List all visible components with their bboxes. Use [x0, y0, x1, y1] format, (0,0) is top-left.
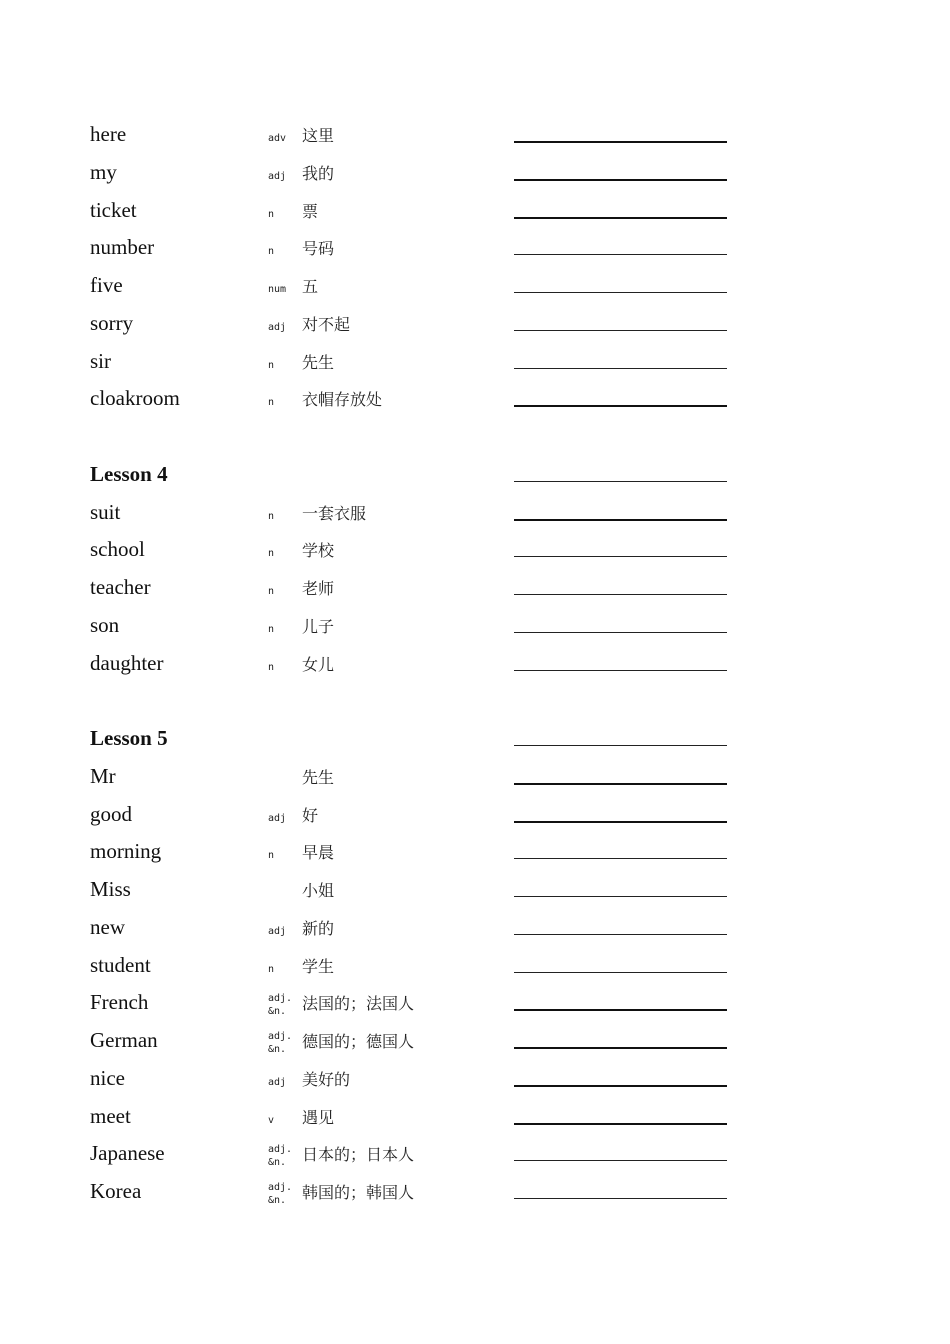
answer-blank-line[interactable]	[514, 896, 727, 897]
vocab-row	[0, 1104, 950, 1142]
chinese-meaning: 学生	[302, 956, 335, 976]
vocab-word: cloakroom	[90, 386, 180, 411]
vocab-row	[0, 915, 950, 953]
answer-blank-line[interactable]	[514, 141, 727, 143]
vocab-row	[0, 651, 950, 689]
vocab-row	[0, 122, 950, 160]
answer-blank-line[interactable]	[514, 821, 727, 823]
answer-blank-line[interactable]	[514, 368, 727, 369]
chinese-meaning: 法国的；法国人	[302, 994, 415, 1014]
chinese-meaning: 德国的；德国人	[302, 1032, 415, 1051]
chinese-meaning: 新的	[302, 918, 335, 938]
vocab-row	[0, 613, 950, 651]
vocab-row	[0, 537, 950, 575]
vocab-word: good	[90, 801, 132, 826]
vocab-row	[0, 1066, 950, 1104]
vocab-row	[0, 1179, 950, 1217]
answer-blank-line[interactable]	[514, 632, 727, 633]
part-of-speech: n	[268, 623, 275, 635]
vocab-row	[0, 160, 950, 198]
answer-blank-line[interactable]	[514, 519, 727, 521]
chinese-meaning: 一套衣服	[302, 503, 367, 523]
answer-blank-line[interactable]	[514, 1085, 727, 1087]
chinese-meaning: 学校	[302, 541, 335, 561]
vocab-word: daughter	[90, 650, 164, 675]
chinese-meaning: 票	[302, 201, 319, 221]
chinese-meaning: 衣帽存放处	[302, 390, 383, 410]
vocab-word: nice	[90, 1065, 125, 1090]
vocab-word: five	[90, 273, 123, 297]
vocab-word: sorry	[90, 310, 134, 335]
lesson-heading: Lesson 5	[90, 726, 168, 750]
vocab-row	[0, 235, 950, 273]
answer-blank-line	[514, 481, 727, 482]
part-of-speech: adj. &n.	[268, 1031, 293, 1055]
vocab-word: Japanese	[90, 1141, 165, 1166]
chinese-meaning: 美好的	[302, 1069, 351, 1089]
answer-blank-line[interactable]	[514, 594, 727, 595]
chinese-meaning: 儿子	[302, 616, 335, 636]
vocab-word: son	[90, 612, 120, 637]
answer-blank-line[interactable]	[514, 254, 727, 255]
part-of-speech: adj	[268, 321, 287, 333]
chinese-meaning: 对不起	[302, 314, 351, 334]
vocab-word: Korea	[90, 1179, 142, 1203]
chinese-meaning: 老师	[302, 579, 335, 598]
chinese-meaning: 先生	[302, 767, 335, 787]
chinese-meaning: 这里	[302, 126, 335, 145]
part-of-speech: n	[268, 548, 275, 560]
vocab-word: meet	[90, 1103, 131, 1128]
chinese-meaning: 我的	[302, 163, 335, 183]
part-of-speech: adj. &n.	[268, 993, 293, 1018]
answer-blank-line[interactable]	[514, 405, 727, 407]
part-of-speech: n	[268, 246, 275, 258]
chinese-meaning: 好	[302, 805, 319, 825]
part-of-speech: n	[268, 661, 275, 673]
part-of-speech: n	[268, 850, 275, 862]
answer-blank-line[interactable]	[514, 330, 727, 331]
vocab-word: French	[90, 990, 149, 1015]
vocab-row	[0, 802, 950, 840]
lesson-heading-row	[0, 726, 950, 764]
vocab-word: school	[90, 537, 145, 562]
answer-blank-line[interactable]	[514, 934, 727, 935]
part-of-speech: n	[268, 963, 275, 975]
part-of-speech: adv	[268, 133, 287, 144]
part-of-speech: adj. &n.	[268, 1182, 293, 1206]
vocab-row	[0, 1028, 950, 1066]
vocab-word: Miss	[90, 877, 131, 901]
lesson-heading: Lesson 4	[90, 461, 168, 486]
answer-blank-line[interactable]	[514, 556, 727, 557]
vocab-word: here	[90, 122, 127, 146]
answer-blank-line[interactable]	[514, 670, 727, 671]
answer-blank-line[interactable]	[514, 783, 727, 785]
answer-blank-line[interactable]	[514, 217, 727, 219]
vocab-row	[0, 500, 950, 538]
vocab-row	[0, 839, 950, 877]
vocab-row	[0, 575, 950, 613]
chinese-meaning: 韩国的；韩国人	[302, 1183, 415, 1202]
vocab-row	[0, 990, 950, 1028]
chinese-meaning: 小姐	[302, 881, 335, 900]
lesson-heading-row	[0, 462, 950, 500]
answer-blank-line	[514, 745, 727, 746]
vocab-word: Mr	[90, 763, 116, 788]
answer-blank-line[interactable]	[514, 1047, 727, 1049]
answer-blank-line[interactable]	[514, 179, 727, 181]
part-of-speech: n	[268, 586, 275, 597]
part-of-speech: n	[268, 359, 275, 371]
chinese-meaning: 女儿	[302, 654, 335, 674]
part-of-speech: adj	[268, 1076, 287, 1088]
answer-blank-line[interactable]	[514, 1160, 727, 1161]
vocab-word: teacher	[90, 575, 151, 599]
vocab-word: my	[90, 159, 117, 184]
part-of-speech: adj. &n.	[268, 1144, 293, 1169]
part-of-speech: adj	[268, 170, 287, 182]
vocab-row	[0, 198, 950, 236]
part-of-speech: n	[268, 208, 275, 220]
part-of-speech: v	[268, 1114, 275, 1126]
vocab-row	[0, 953, 950, 991]
vocab-row	[0, 764, 950, 802]
part-of-speech: adj	[268, 812, 287, 824]
answer-blank-line[interactable]	[514, 1009, 727, 1011]
answer-blank-line[interactable]	[514, 1198, 727, 1199]
vocab-word: morning	[90, 839, 162, 864]
part-of-speech: adj	[268, 925, 287, 937]
vocab-word: student	[90, 952, 151, 977]
part-of-speech: n	[268, 397, 275, 409]
vocab-row	[0, 1141, 950, 1179]
chinese-meaning: 五	[302, 277, 319, 296]
vocab-row	[0, 349, 950, 387]
part-of-speech: n	[268, 510, 275, 522]
answer-blank-line[interactable]	[514, 972, 727, 973]
vocab-word: number	[90, 235, 155, 260]
vocab-row	[0, 273, 950, 311]
vocab-row	[0, 877, 950, 915]
vocab-word: ticket	[90, 197, 137, 222]
vocab-word: new	[90, 914, 125, 939]
answer-blank-line[interactable]	[514, 292, 727, 293]
chinese-meaning: 日本的；日本人	[302, 1145, 415, 1165]
chinese-meaning: 号码	[302, 239, 335, 259]
chinese-meaning: 先生	[302, 352, 335, 372]
chinese-meaning: 早晨	[302, 843, 335, 863]
vocab-word: suit	[90, 499, 121, 524]
chinese-meaning: 遇见	[302, 1107, 335, 1127]
vocab-row	[0, 386, 950, 424]
vocab-word: German	[90, 1028, 158, 1052]
answer-blank-line[interactable]	[514, 858, 727, 859]
part-of-speech: num	[268, 284, 287, 295]
answer-blank-line[interactable]	[514, 1123, 727, 1125]
vocab-row	[0, 311, 950, 349]
vocab-word: sir	[90, 348, 111, 373]
